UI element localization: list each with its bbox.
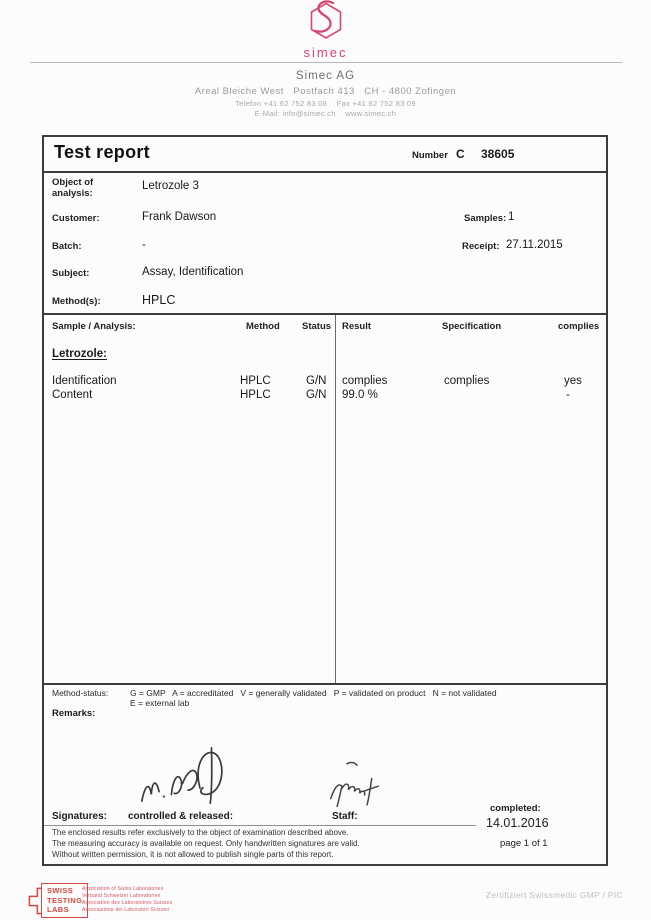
completed-date: 14.01.2016 <box>486 816 549 830</box>
report-title: Test report <box>54 142 150 162</box>
object-of-analysis-label: Object of analysis: <box>52 177 94 199</box>
staff-label: Staff: <box>332 811 358 822</box>
stl-line: LABS <box>47 905 70 914</box>
receipt-value: 27.11.2015 <box>506 239 563 251</box>
samples-label: Samples: <box>464 213 507 224</box>
row-status: G/N <box>306 389 327 401</box>
methods-value: HPLC <box>142 293 176 307</box>
table-column-divider <box>335 315 336 683</box>
stl-line: SWISS <box>47 886 74 895</box>
col-header-result: Result <box>342 321 372 332</box>
customer-label: Customer: <box>52 213 100 224</box>
sample-group-title: Letrozole: <box>52 348 107 360</box>
simec-hexagon-icon <box>302 0 350 43</box>
row-analysis: Content <box>52 389 93 401</box>
col-header-complies: complies <box>558 321 600 332</box>
col-header-analysis: Sample / Analysis: <box>52 321 136 332</box>
row-complies: yes <box>564 375 582 387</box>
row-analysis: Identification <box>52 375 117 387</box>
info-divider <box>44 313 606 315</box>
simec-logo-text: simec <box>303 45 348 60</box>
batch-label: Batch: <box>52 241 82 252</box>
title-divider <box>44 171 606 173</box>
disclaimer <box>52 828 360 860</box>
stl-line: TESTING <box>47 895 83 905</box>
company-name: Simec AG <box>295 70 356 82</box>
association-names <box>82 886 172 914</box>
simec-logo <box>302 0 350 60</box>
row-result: complies <box>342 375 388 387</box>
receipt-label: Receipt: <box>462 241 500 252</box>
company-email-web: E-Mail: info@simec.ch www.simec.ch <box>254 109 397 118</box>
row-method: HPLC <box>240 389 271 401</box>
table-bottom-divider <box>44 683 606 685</box>
batch-value: - <box>142 239 146 251</box>
disclaimer-line: The measuring accuracy is available on request. Only handwritten signatures are valid. <box>52 838 360 848</box>
company-address: Areal Bleiche West Postfach 413 CH - 4800 Zofingen <box>194 86 457 97</box>
methods-label: Method(s): <box>52 296 101 307</box>
row-result: 99.0 % <box>342 389 378 401</box>
signatures-label: Signatures: <box>52 811 108 822</box>
method-status-label: Method-status: <box>52 688 109 698</box>
disclaimer-line: The enclosed results refer exclusively to the object of examination described above. <box>52 828 349 837</box>
row-method: HPLC <box>240 375 271 387</box>
letterhead-divider <box>30 62 622 63</box>
staff-signature <box>319 757 407 811</box>
association-line: Verband Schweizer Laboratorien <box>82 892 161 899</box>
row-specification: complies <box>444 375 490 387</box>
certification-text: Zertifiziert Swissmedic GMP / PIC <box>485 890 623 900</box>
customer-value: Frank Dawson <box>142 211 217 223</box>
col-header-specification: Specification <box>442 321 502 332</box>
subject-value: Assay, Identification <box>142 266 244 278</box>
method-status-legend-2: E = external lab <box>130 698 190 708</box>
samples-value: 1 <box>508 211 515 223</box>
disclaimer-line: Without written permission, it is not allowed to publish single parts of this report. <box>52 849 334 859</box>
association-line: Associazione dei Laboratori Svizzeri <box>82 906 170 913</box>
col-header-method: Method <box>246 321 280 332</box>
report-number-label: Number <box>412 150 448 161</box>
col-header-status: Status <box>302 321 332 332</box>
method-status-legend-1: G = GMP A = accreditated V = generally validated P = validated on product N = not validated <box>130 688 497 698</box>
page-indicator: page 1 of 1 <box>500 838 548 849</box>
completed-label: completed: <box>490 803 541 814</box>
association-line: Association of Swiss Laboratories <box>82 886 164 892</box>
company-phone-fax: Telefon +41 62 752 83 08 Fax +41 62 752 83 09 <box>235 99 416 108</box>
object-of-analysis-value: Letrozole 3 <box>142 180 199 192</box>
controlled-released-signature <box>133 741 243 816</box>
subject-label: Subject: <box>52 268 90 279</box>
report-box <box>42 135 608 866</box>
report-number-prefix: C <box>456 147 465 161</box>
signatures-divider <box>44 825 476 826</box>
row-status: G/N <box>306 375 327 387</box>
report-number-value: 38605 <box>481 147 515 161</box>
row-complies: - <box>566 389 570 401</box>
association-line: Association des Laboratoires Suisses <box>82 899 173 906</box>
remarks-label: Remarks: <box>52 708 96 719</box>
controlled-released-label: controlled & released: <box>128 811 234 822</box>
